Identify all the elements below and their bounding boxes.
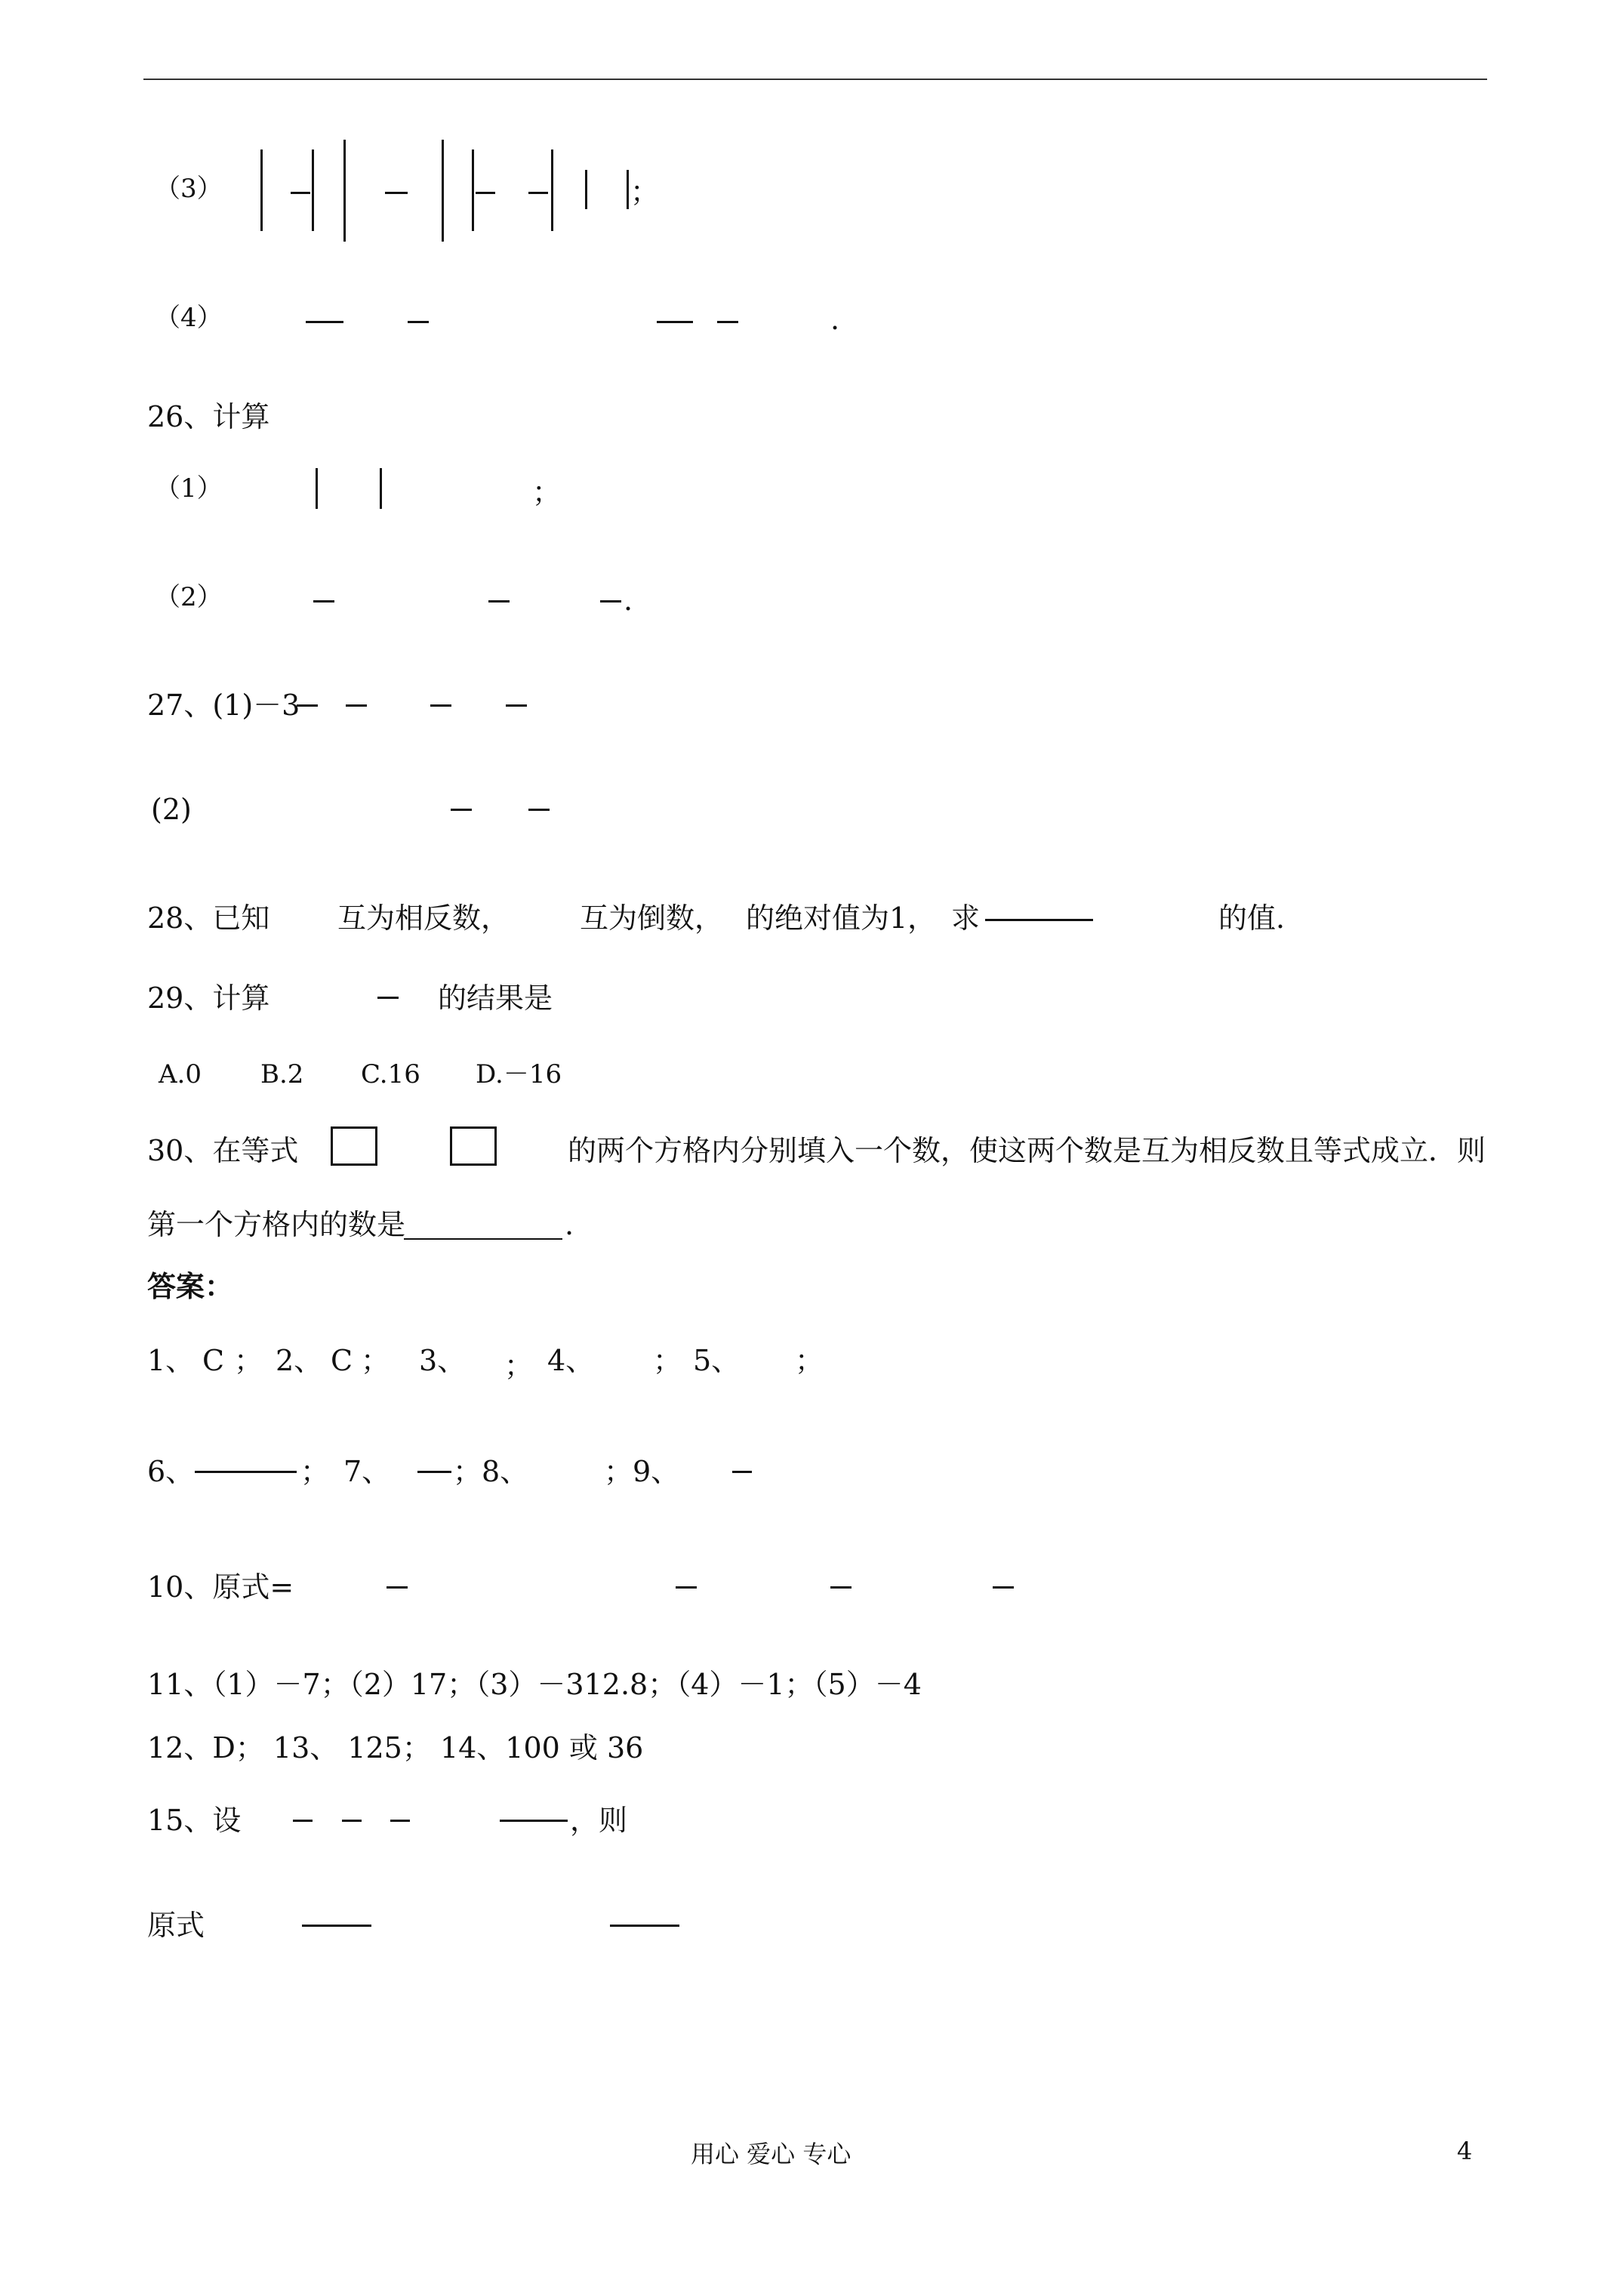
- minus-sign: [830, 1586, 852, 1589]
- q26-part1-label: （1）: [155, 473, 223, 504]
- answer-1-num: 1、: [147, 1344, 195, 1377]
- minus-sign: [717, 321, 738, 323]
- q26-part2-label: （2）: [155, 582, 223, 612]
- fraction-bar: [195, 1471, 297, 1473]
- q28-text-d: 的绝对值为1，: [746, 901, 937, 935]
- answer-10: 10、原式=: [147, 1570, 294, 1604]
- answer-1-value: C: [202, 1344, 225, 1377]
- answer-3-num: 3、: [419, 1344, 467, 1377]
- q30-text-c: 第一个方格内的数是: [147, 1208, 406, 1241]
- minus-sign: [408, 321, 429, 323]
- minus-sign: [387, 1586, 408, 1589]
- answer-15-original: 原式: [147, 1909, 205, 1942]
- abs-bar: [442, 140, 444, 242]
- q29-text-b: 的结果是: [438, 982, 553, 1015]
- fraction-bar: [302, 1925, 371, 1927]
- minus-sign: [297, 704, 318, 707]
- q27-part2: (2): [151, 793, 192, 826]
- answer-4-num: 4、: [547, 1344, 595, 1377]
- minus-sign: [342, 1820, 362, 1822]
- abs-bar: [312, 149, 314, 231]
- period: .: [830, 303, 840, 336]
- q28-text-f: 的值.: [1218, 901, 1286, 935]
- answer-11: 11、（1）－7；（2）17；（3）－312.8；（4）－1；（5）－4: [147, 1668, 922, 1701]
- semicolon: ；: [630, 175, 660, 208]
- answer-box: [331, 1126, 377, 1166]
- separator: ；: [361, 1344, 390, 1377]
- q25-part4-label: （4）: [155, 303, 223, 333]
- minus-sign: [346, 704, 367, 707]
- q25-part3-label: （3）: [155, 174, 223, 204]
- fraction-bar: [657, 321, 693, 323]
- answers-heading: 答案：: [147, 1269, 234, 1303]
- q30-text-b: 的两个方格内分别填入一个数，使这两个数是互为相反数且等式成立．则: [568, 1134, 1486, 1167]
- abs-bar: [627, 170, 629, 209]
- abs-bar: [585, 170, 587, 209]
- q29-option-a: A.0: [159, 1059, 202, 1089]
- minus-sign: [430, 704, 451, 707]
- minus-sign: [313, 600, 334, 603]
- answer-box: [450, 1126, 497, 1166]
- fraction-bar: [500, 1820, 568, 1822]
- answer-8-num: ；8、: [453, 1455, 529, 1488]
- fraction-bar: [985, 919, 1093, 921]
- q28-text-a: 28、已知: [147, 901, 270, 935]
- q29-option-b: B.2: [260, 1059, 304, 1089]
- answer-6-num: 6、: [147, 1455, 195, 1488]
- minus-sign: [993, 1586, 1014, 1589]
- period: .: [624, 584, 633, 617]
- fraction-bar: [528, 192, 548, 194]
- minus-sign: [390, 1820, 410, 1822]
- answer-15-b: ，则: [570, 1804, 628, 1837]
- separator: ；: [234, 1344, 263, 1377]
- answer-5-num: 5、: [693, 1344, 741, 1377]
- footer-motto: 用心 爱心 专心: [691, 2140, 852, 2168]
- answer-15-a: 15、设: [147, 1804, 242, 1837]
- minus-sign: [488, 600, 510, 603]
- q28-text-b: 互为相反数，: [337, 901, 510, 935]
- answer-9-num: ；9、: [604, 1455, 680, 1488]
- blank-line: [404, 1238, 562, 1240]
- minus-sign: [506, 704, 527, 707]
- separator: ；: [504, 1349, 534, 1382]
- minus-sign: [600, 600, 621, 603]
- q29-text-a: 29、计算: [147, 982, 270, 1015]
- abs-bar: [316, 468, 318, 509]
- separator: ；: [795, 1344, 824, 1377]
- minus-sign: [451, 809, 472, 811]
- minus-sign: [676, 1586, 697, 1589]
- answer-12-14: 12、D； 13、 125； 14、100 或 36: [147, 1731, 644, 1764]
- header-rule: [143, 79, 1487, 80]
- minus-sign: [385, 192, 408, 194]
- answer-2-num: 2、: [276, 1344, 323, 1377]
- q28-text-e: 求: [951, 901, 981, 935]
- abs-bar: [260, 149, 263, 231]
- fraction-bar: [306, 321, 343, 323]
- page-number: 4: [1457, 2137, 1473, 2165]
- answer-2-value: C: [331, 1344, 353, 1377]
- semicolon: ；: [532, 476, 562, 509]
- abs-bar: [343, 140, 346, 242]
- minus-sign: [293, 1820, 313, 1822]
- q26-title: 26、计算: [147, 400, 270, 433]
- abs-bar: [380, 468, 382, 509]
- abs-bar: [551, 149, 553, 231]
- minus-sign: [528, 809, 550, 811]
- separator: ；: [653, 1344, 682, 1377]
- fraction-bar: [610, 1925, 679, 1927]
- q28-text-c: 互为倒数，: [580, 901, 724, 935]
- fraction-bar: [291, 192, 310, 194]
- separator: ；: [300, 1455, 330, 1488]
- abs-bar: [472, 149, 474, 231]
- q29-option-c: C.16: [361, 1059, 420, 1089]
- q30-text-a: 30、在等式: [147, 1134, 299, 1167]
- q27-part1: 27、(1)－3: [147, 689, 300, 722]
- minus-sign: [732, 1471, 752, 1473]
- answer-7-num: 7、: [343, 1455, 391, 1488]
- q29-option-d: D.－16: [476, 1059, 562, 1089]
- minus-sign: [377, 997, 399, 999]
- fraction-bar: [476, 192, 495, 194]
- period: .: [565, 1208, 574, 1241]
- fraction-bar: [417, 1471, 451, 1473]
